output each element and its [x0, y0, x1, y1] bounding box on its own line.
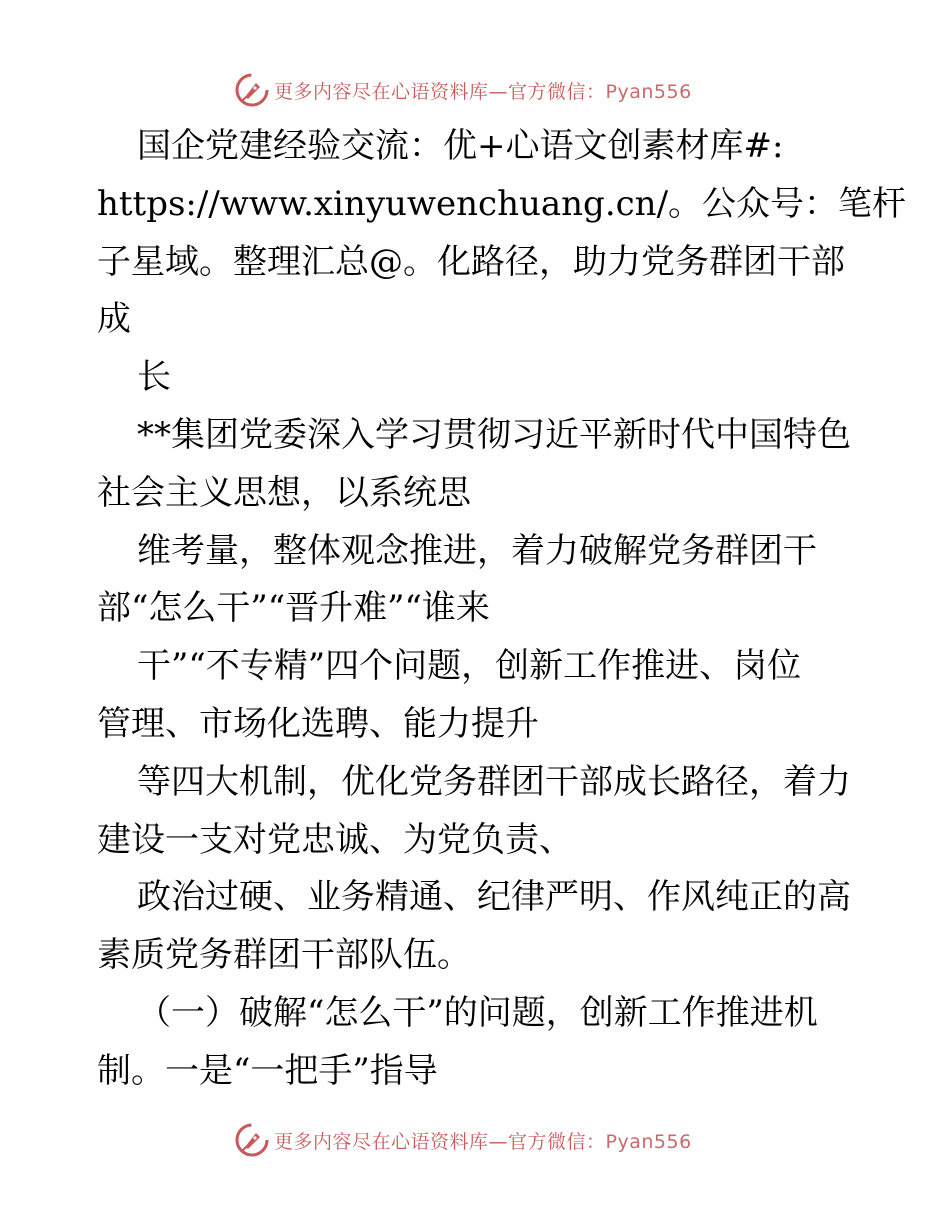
banner-wechat-label: 官方微信： — [508, 1130, 606, 1153]
text-line: 等四大机制，优化党务群团干部成长路径，着力 — [137, 761, 851, 802]
pen-nib-logo-icon — [234, 1122, 270, 1158]
text-line: 素质党务群团干部队伍。 — [97, 935, 471, 976]
banner-wechat-label: 官方微信： — [508, 80, 606, 103]
header-watermark-banner — [234, 70, 692, 110]
banner-text — [274, 77, 692, 104]
text-line: https://www.xinyuwenchuang.cn/。公众号：笔杆 — [97, 183, 907, 224]
text-line: 建设一支对党忠诚、为党负责、 — [97, 819, 573, 860]
banner-separator: — — [488, 80, 509, 103]
text-line: 国企党建经验交流：优+心语文创素材库#: — [137, 126, 784, 166]
document-body — [97, 118, 907, 1101]
banner-site-text: 更多内容尽在心语资料库 — [274, 1130, 489, 1153]
banner-wechat-id: Pyan556 — [605, 1130, 692, 1153]
text-line: **集团党委深入学习贯彻习近平新时代中国特色 — [137, 414, 851, 455]
text-line: 干”“不专精”四个问题，创新工作推进、岗位 — [137, 646, 802, 687]
pen-nib-logo-icon — [234, 72, 270, 108]
text-line: 部“怎么干”“晋升难”“谁来 — [97, 588, 490, 629]
text-line: 长 — [137, 357, 171, 398]
text-line: 子星域。整理汇总@。化路径，助力党务群团干部 — [97, 241, 845, 282]
text-line: 社会主义思想，以系统思 — [97, 472, 471, 513]
footer-watermark-banner — [234, 1120, 692, 1160]
text-line: 成 — [97, 299, 131, 340]
text-line: 制。一是“一把手”指导 — [97, 1050, 438, 1091]
banner-wechat-id: Pyan556 — [605, 80, 692, 103]
text-line: （一）破解“怎么干”的问题，创新工作推进机 — [137, 992, 818, 1033]
banner-separator: — — [488, 1130, 509, 1153]
banner-site-text: 更多内容尽在心语资料库 — [274, 80, 489, 103]
text-line: 管理、市场化选聘、能力提升 — [97, 703, 539, 744]
text-line: 政治过硬、业务精通、纪律严明、作风纯正的高 — [137, 877, 851, 918]
text-line: 维考量，整体观念推进，着力破解党务群团干 — [137, 530, 817, 571]
banner-text — [274, 1127, 692, 1154]
